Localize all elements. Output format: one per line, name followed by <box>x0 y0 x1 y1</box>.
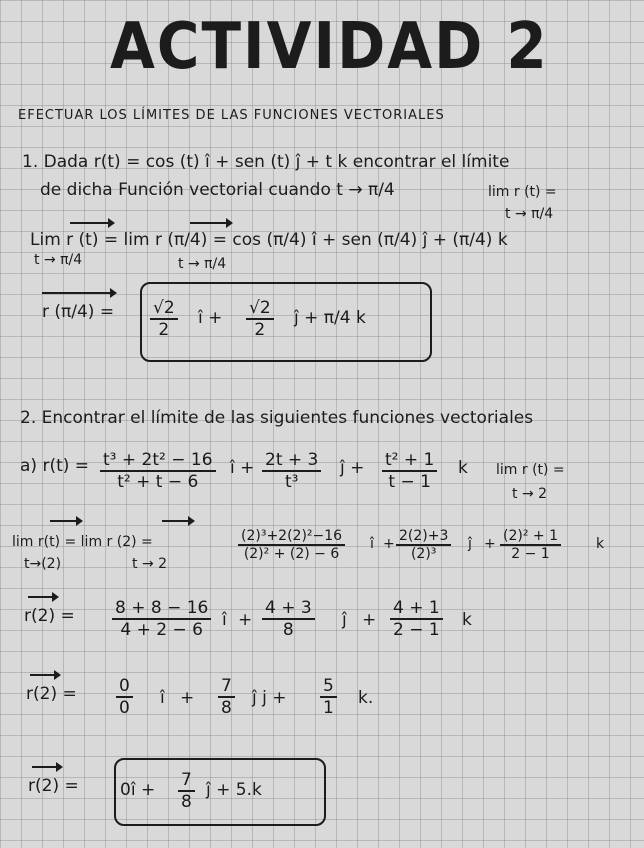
p2-step3-fraction-j <box>262 598 315 640</box>
p2-step3-fraction-i <box>112 598 211 640</box>
fraction-numerator: t² + 1 <box>382 450 437 472</box>
p2-limit-fraction-i <box>238 528 345 562</box>
fraction-denominator: 0 <box>119 698 130 718</box>
fraction-numerator: 2t + 3 <box>262 450 321 472</box>
p1-lim-note-sub: t → π/4 <box>505 206 554 222</box>
fraction-numerator: √2 <box>150 298 178 320</box>
vector-arrow <box>70 222 112 224</box>
i-unit-vector: î <box>160 688 165 708</box>
p2-limit-lhs: lim r(t) = lim r (2) = <box>12 534 153 550</box>
page-title: ACTIVIDAD 2 <box>110 8 549 84</box>
i-unit-vector: î <box>222 610 227 630</box>
p1-statement-line2: de dicha Función vectorial cuando t → π/4 <box>40 180 395 200</box>
fraction-numerator: t³ + 2t² − 16 <box>100 450 216 472</box>
plus-sign: + <box>484 536 496 552</box>
fraction-numerator: √2 <box>246 298 274 320</box>
p2a-j-term: ĵ + <box>340 458 365 478</box>
p2-limit-sub2: t → 2 <box>132 556 168 572</box>
fraction-denominator: 2 <box>158 320 170 340</box>
plus-sign: + <box>180 688 195 708</box>
vector-arrow <box>50 520 80 522</box>
fraction-numerator: 2(2)+3 <box>396 528 451 546</box>
p1-result-lhs: r (π/4) = <box>42 302 115 322</box>
fraction-denominator: t² + t − 6 <box>117 472 199 492</box>
plus-sign: + <box>362 610 377 630</box>
fraction-denominator: 2 <box>254 320 266 340</box>
fraction-numerator: 0 <box>116 676 133 698</box>
p2a-i-term: î + <box>230 458 255 478</box>
fraction-numerator: 4 + 3 <box>262 598 315 620</box>
k-unit-vector: k <box>462 610 472 630</box>
p1-statement-line1: 1. Dada r(t) = cos (t) î + sen (t) ĵ + t k encontrar el límite <box>22 152 510 172</box>
fraction-numerator: (2)³+2(2)²−16 <box>238 528 345 546</box>
fraction-denominator: 8 <box>221 698 232 718</box>
p2-result-fraction <box>178 770 195 812</box>
vector-arrow <box>28 596 56 598</box>
fraction-denominator: t³ <box>284 472 299 492</box>
p2-step3-fraction-k <box>390 598 443 640</box>
p2-step4-lhs: r(2) = <box>26 684 77 704</box>
p2a-fraction-i <box>100 450 216 492</box>
vector-arrow <box>190 222 230 224</box>
p1-limit-sub1: t → π/4 <box>34 252 83 268</box>
fraction-denominator: 2 − 1 <box>393 620 440 640</box>
p2a-k-term: k <box>458 458 468 478</box>
p1-result-box <box>140 282 432 362</box>
p2-step4-j-term: ĵ j + <box>252 688 287 708</box>
p2-limit-fraction-j <box>396 528 451 562</box>
p2-heading: 2. Encontrar el límite de las siguientes funciones vectoriales <box>20 408 534 428</box>
fraction-denominator: (2)³ <box>410 546 437 562</box>
fraction-numerator: 4 + 1 <box>390 598 443 620</box>
fraction-denominator: (2)² + (2) − 6 <box>243 546 340 562</box>
p1-result-j-term: ĵ + π/4 k <box>294 308 366 328</box>
p2a-fraction-k <box>382 450 437 492</box>
p2a-fraction-j <box>262 450 321 492</box>
p2-result-lhs: r(2) = <box>28 776 79 796</box>
p2-result-rest: ĵ + 5.k <box>206 780 262 800</box>
p2a-label: a) r(t) = <box>20 456 90 476</box>
p1-limit-expansion: Lim r (t) = lim r (π/4) = cos (π/4) î + sen (π/4) ĵ + (π/4) k <box>30 230 508 250</box>
i-unit-vector: î <box>370 536 374 552</box>
vector-arrow <box>42 292 114 294</box>
p1-limit-sub2: t → π/4 <box>178 256 227 272</box>
p2-limit-sub1: t→(2) <box>24 556 62 572</box>
plus-sign: + <box>383 536 395 552</box>
p2-step4-k-term: k. <box>358 688 374 708</box>
fraction-numerator: 8 + 8 − 16 <box>112 598 211 620</box>
vector-arrow <box>30 674 58 676</box>
k-unit-vector: k <box>596 536 605 552</box>
p2-limit-fraction-k <box>500 528 561 562</box>
j-unit-vector: ĵ <box>468 536 472 552</box>
fraction-numerator: (2)² + 1 <box>500 528 561 546</box>
p1-lim-note: lim r (t) = <box>488 184 557 200</box>
vector-arrow <box>32 766 60 768</box>
fraction-denominator: 2 − 1 <box>511 546 550 562</box>
p2a-lim-sub: t → 2 <box>512 486 548 502</box>
p2-step4-fraction-j <box>218 676 235 718</box>
p1-result-i-fraction <box>150 298 178 340</box>
fraction-numerator: 7 <box>218 676 235 698</box>
p2-result-i-term: 0î + <box>120 780 156 800</box>
p2-step4-fraction-k <box>320 676 337 718</box>
fraction-denominator: 4 + 2 − 6 <box>120 620 203 640</box>
fraction-denominator: 8 <box>282 620 294 640</box>
p1-result-i-term: î + <box>198 308 223 328</box>
fraction-denominator: 1 <box>323 698 334 718</box>
fraction-denominator: t − 1 <box>388 472 431 492</box>
fraction-denominator: 8 <box>181 792 192 812</box>
plus-sign: + <box>238 610 253 630</box>
page-subtitle: EFECTUAR LOS LÍMITES DE LAS FUNCIONES VECTORIALES <box>18 108 445 123</box>
p1-result-j-fraction <box>246 298 274 340</box>
vector-arrow <box>162 520 192 522</box>
p2a-lim: lim r (t) = <box>496 462 565 478</box>
j-unit-vector: ĵ <box>342 610 347 630</box>
p2-step4-fraction-i <box>116 676 133 718</box>
fraction-numerator: 7 <box>178 770 195 792</box>
p2-step3-lhs: r(2) = <box>24 606 75 626</box>
fraction-numerator: 5 <box>320 676 337 698</box>
